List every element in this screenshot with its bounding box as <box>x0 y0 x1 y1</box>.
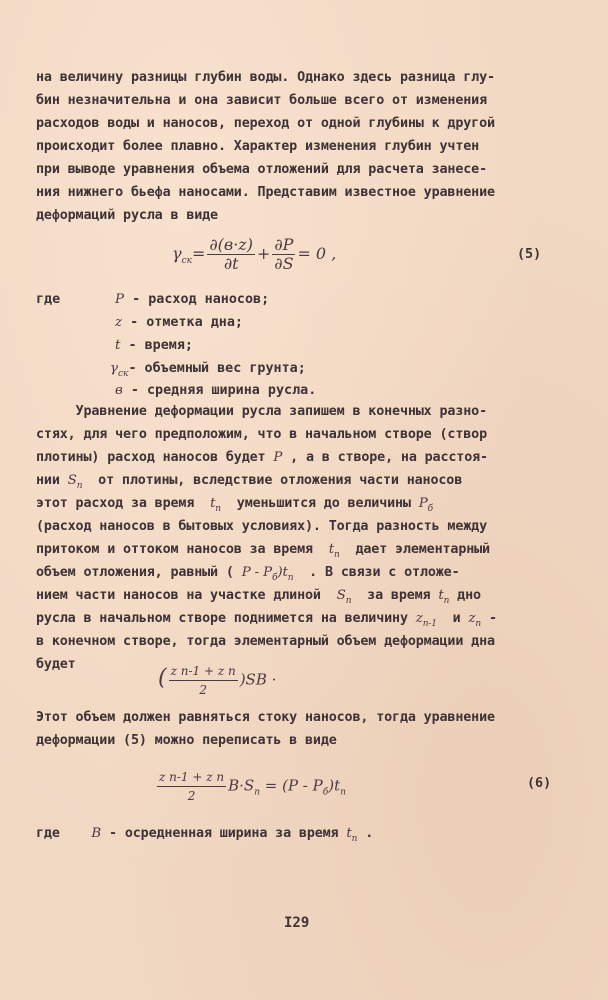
page-number: I29 <box>284 915 310 931</box>
definition-text: - осредненная ширина за время <box>101 826 347 841</box>
subscript: n <box>287 573 294 583</box>
text-line <box>36 473 462 494</box>
denominator: 2 <box>187 789 196 803</box>
text-line: происходит более плавно. Характер изменения глубин учтен <box>36 139 480 154</box>
fraction <box>169 662 238 699</box>
subscript: ск <box>181 256 192 266</box>
text: . <box>357 826 374 841</box>
plus-sign: + <box>256 244 271 263</box>
equation-6 <box>155 768 346 805</box>
text-line <box>36 450 488 466</box>
text-line: стях, для чего предположим, что в начальном створе (створ <box>36 427 487 442</box>
subscript: б <box>272 573 278 583</box>
volume-expression <box>158 662 276 699</box>
denominator: ∂t <box>223 254 239 273</box>
definition-text: - время; <box>120 338 193 353</box>
text: уменьшится до величины <box>220 496 419 511</box>
symbol: z <box>115 315 123 330</box>
numerator: ∂(в·z) <box>209 235 253 254</box>
text-line: (расход наносов в бытовых условиях). Тогда разность между <box>36 519 487 534</box>
subscript: ск <box>118 369 129 379</box>
denominator: 2 <box>199 683 207 697</box>
text: притоком и оттоком наносов за время <box>36 542 329 557</box>
text: дает элементарный <box>339 542 490 557</box>
text-line <box>36 611 497 632</box>
symbol: t <box>346 826 352 841</box>
text-line: деформации (5) можно переписать в виде <box>36 733 337 748</box>
equation-number: (6) <box>527 776 552 791</box>
text-line: Уравнение деформации русла запишем в конечных разно- <box>36 404 487 419</box>
text-line <box>36 826 373 847</box>
subscript: n <box>215 504 221 514</box>
definition-text: - объемный вес грунта; <box>128 361 306 376</box>
denominator: ∂S <box>274 254 294 273</box>
equals-sign: = <box>191 244 206 263</box>
width-term: B·S <box>228 776 255 795</box>
subscript: n <box>340 787 346 798</box>
symbol: t <box>115 338 121 353</box>
symbol: S <box>67 473 77 488</box>
symbol: P - P <box>241 565 273 580</box>
subscript: n <box>333 550 340 560</box>
fraction <box>207 236 255 273</box>
symbol: z <box>468 611 476 626</box>
text-line: ния нижнего бьефа наносами. Представим известное уравнение <box>36 185 495 200</box>
numerator: z n-1 + z n <box>169 662 238 681</box>
definition-item <box>115 338 193 354</box>
subscript: n <box>76 481 83 491</box>
symbol: t <box>328 542 334 557</box>
symbol: P <box>115 292 125 307</box>
symbol: S <box>336 588 346 603</box>
text: - <box>481 611 497 626</box>
numerator: ∂P <box>274 235 294 254</box>
symbol: )t <box>277 565 288 580</box>
gamma-symbol: γ <box>172 244 182 263</box>
text: объем отложения, равный ( <box>36 565 242 580</box>
text-line: деформаций русла в виде <box>36 208 218 223</box>
text-line <box>36 496 433 517</box>
text-line: на величину разницы глубин воды. Однако здесь разница глу- <box>36 70 495 85</box>
text: дно <box>449 588 481 603</box>
text: плотины) расход наносов будет <box>36 450 274 465</box>
fraction <box>157 768 226 805</box>
text-line <box>36 542 490 563</box>
definition-item <box>115 315 243 331</box>
open-paren: ( <box>158 665 167 691</box>
text: за время <box>351 588 439 603</box>
symbol: B <box>91 826 102 841</box>
text-line: бин незначительна и она зависит больше всего от изменения <box>36 93 487 108</box>
subscript: б <box>427 504 433 514</box>
definition-item <box>115 383 316 399</box>
subscript: n <box>254 787 260 798</box>
symbol: P <box>418 496 428 511</box>
text: от плотины, вследствие отложения части наносов <box>82 473 463 488</box>
text: . В связи с отложе- <box>293 565 460 580</box>
subscript: n <box>475 619 482 629</box>
definition-item <box>110 361 306 382</box>
equation-rhs: = 0 , <box>297 244 337 263</box>
text-line: в конечном створе, тогда элементарный объем деформации дна <box>36 634 495 649</box>
definition-text: - отметка дна; <box>122 315 243 330</box>
definition-item <box>115 292 269 308</box>
symbol: в <box>115 383 123 398</box>
where-label: где <box>36 826 60 841</box>
text: , а в створе, на расстоя- <box>282 450 488 465</box>
text-line: будет <box>36 657 76 672</box>
subscript: б <box>322 787 329 798</box>
text-line <box>36 588 481 609</box>
text: русла в начальном створе поднимется на величину <box>36 611 416 626</box>
expression-tail: )SB · <box>239 670 277 689</box>
text: и <box>436 611 469 626</box>
text-line: расходов воды и наносов, переход от одной глубины к другой <box>36 116 495 131</box>
text-line: при выводе уравнения объема отложений для расчета занесе- <box>36 162 487 177</box>
equation-rhs: = (P - P <box>259 776 323 795</box>
text-line <box>36 565 460 586</box>
subscript: n <box>345 596 352 606</box>
fraction <box>272 236 295 273</box>
equation-number: (5) <box>517 247 542 262</box>
text: этот расход за время <box>36 496 211 511</box>
subscript: n-1 <box>422 619 437 629</box>
subscript: n <box>351 834 358 844</box>
where-label: где <box>36 292 61 307</box>
text: нии <box>36 473 68 488</box>
symbol: z <box>415 611 423 626</box>
text-line: Этот объем должен равняться стоку наносов, тогда уравнение <box>36 710 495 725</box>
symbol: P <box>273 450 283 465</box>
text: нием части наносов на участке длиной <box>36 588 337 603</box>
definition-text: - средняя ширина русла. <box>122 383 317 398</box>
subscript: n <box>443 596 450 606</box>
numerator: z n-1 + z n <box>157 768 226 787</box>
equation-5 <box>172 236 336 273</box>
symbol: t <box>438 588 444 603</box>
symbol: t <box>210 496 216 511</box>
equation-rhs: )t <box>328 776 341 795</box>
symbol: γ <box>110 361 119 376</box>
definition-text: - расход наносов; <box>124 292 270 307</box>
